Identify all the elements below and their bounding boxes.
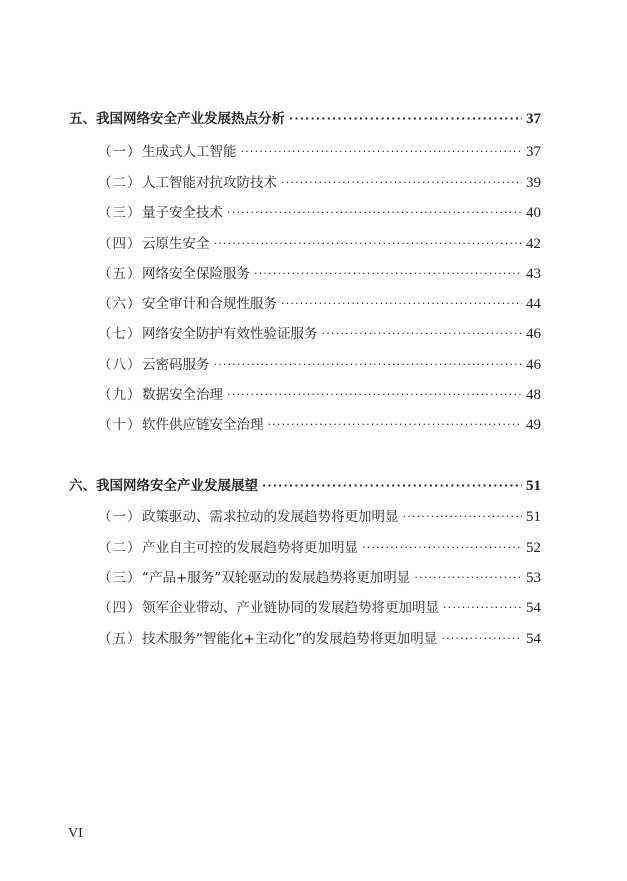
toc-item[interactable] bbox=[98, 383, 541, 404]
toc-item-title: 网络安全防护有效性验证服务 bbox=[142, 326, 318, 342]
dot-leader bbox=[241, 144, 523, 158]
toc-page-number: 52 bbox=[526, 540, 541, 556]
toc-item-number: （一） bbox=[98, 509, 142, 525]
toc-item[interactable] bbox=[98, 262, 541, 283]
toc-item[interactable] bbox=[98, 232, 541, 253]
toc-item[interactable] bbox=[98, 505, 541, 526]
toc-item[interactable] bbox=[98, 413, 541, 434]
toc-item-number: （六） bbox=[98, 296, 142, 312]
toc-item-title: 云密码服务 bbox=[142, 357, 210, 373]
dot-leader bbox=[443, 600, 522, 614]
toc-page-number: 51 bbox=[526, 478, 541, 494]
toc-page-number: 37 bbox=[526, 144, 541, 160]
toc-item-title: 安全审计和合规性服务 bbox=[142, 296, 277, 312]
dot-leader bbox=[214, 236, 523, 250]
toc-page-number: 51 bbox=[526, 509, 541, 525]
toc-item-number: （四） bbox=[98, 236, 142, 252]
toc-page-number: 43 bbox=[526, 266, 541, 282]
toc-item-number: （三） bbox=[98, 570, 142, 586]
toc-item[interactable] bbox=[98, 536, 541, 557]
toc-item[interactable] bbox=[98, 353, 541, 374]
toc-item-number: （十） bbox=[98, 417, 142, 433]
toc-item-number: （三） bbox=[98, 205, 142, 221]
toc-item-number: （一） bbox=[98, 144, 142, 160]
toc-item-title: 软件供应链安全治理 bbox=[142, 417, 264, 433]
toc-item-title: 人工智能对抗攻防技术 bbox=[142, 175, 277, 191]
toc-item-number: （二） bbox=[98, 540, 142, 556]
toc-item-title: 技术服务“智能化+主动化”的发展趋势将更加明显 bbox=[142, 631, 438, 647]
dot-leader bbox=[362, 540, 522, 554]
dot-leader bbox=[268, 417, 523, 431]
toc-item[interactable] bbox=[98, 201, 541, 222]
dot-leader bbox=[441, 631, 522, 645]
toc-page-number: 53 bbox=[526, 570, 541, 586]
toc-item-number: （九） bbox=[98, 387, 142, 403]
toc-item-number: （五） bbox=[98, 631, 142, 647]
toc-section-title: 五、我国网络安全产业发展热点分析 bbox=[69, 111, 285, 127]
page-footer-number: VI bbox=[68, 826, 83, 841]
toc-item[interactable] bbox=[98, 596, 541, 617]
dot-leader bbox=[214, 357, 523, 371]
toc-item-title: 政策驱动、需求拉动的发展趋势将更加明显 bbox=[142, 509, 399, 525]
toc-section-6[interactable] bbox=[69, 474, 541, 495]
toc-page-number: 39 bbox=[526, 175, 541, 191]
toc-item[interactable] bbox=[98, 627, 541, 648]
dot-leader bbox=[254, 266, 522, 280]
dot-leader bbox=[289, 111, 522, 125]
toc-item-title: 量子安全技术 bbox=[142, 205, 223, 221]
toc-page-number: 49 bbox=[526, 417, 541, 433]
toc-page-number: 44 bbox=[526, 296, 541, 312]
dot-leader bbox=[414, 570, 522, 584]
toc-page-number: 37 bbox=[526, 111, 541, 127]
toc-item-title: 产业自主可控的发展趋势将更加明显 bbox=[142, 540, 358, 556]
dot-leader bbox=[322, 326, 523, 340]
toc-page-number: 42 bbox=[526, 236, 541, 252]
toc-section-title: 六、我国网络安全产业发展展望 bbox=[69, 478, 258, 494]
toc-page-number: 46 bbox=[526, 326, 541, 342]
dot-leader bbox=[281, 296, 522, 310]
toc-page-number: 46 bbox=[526, 357, 541, 373]
toc-item-title: 数据安全治理 bbox=[142, 387, 223, 403]
toc-item[interactable] bbox=[98, 292, 541, 313]
toc-item-title: “产品+服务”双轮驱动的发展趋势将更加明显 bbox=[142, 570, 411, 586]
dot-leader bbox=[227, 205, 522, 219]
toc-section-5[interactable] bbox=[69, 107, 541, 128]
toc-page-number: 48 bbox=[526, 387, 541, 403]
toc-item-number: （八） bbox=[98, 357, 142, 373]
dot-leader bbox=[262, 478, 522, 492]
toc-item-title: 生成式人工智能 bbox=[142, 144, 237, 160]
dot-leader bbox=[403, 509, 523, 523]
toc-item-number: （二） bbox=[98, 175, 142, 191]
toc-page-number: 54 bbox=[526, 600, 541, 616]
toc-item[interactable] bbox=[98, 322, 541, 343]
toc-item-number: （四） bbox=[98, 600, 142, 616]
toc-item[interactable] bbox=[98, 140, 541, 161]
toc-page-number: 40 bbox=[526, 205, 541, 221]
dot-leader bbox=[281, 175, 522, 189]
toc-item[interactable] bbox=[98, 566, 541, 587]
toc-item-title: 领军企业带动、产业链协同的发展趋势将更加明显 bbox=[142, 600, 439, 616]
toc-page-number: 54 bbox=[526, 631, 541, 647]
dot-leader bbox=[227, 387, 522, 401]
toc-item[interactable] bbox=[98, 171, 541, 192]
toc-item-title: 网络安全保险服务 bbox=[142, 266, 250, 282]
toc-item-title: 云原生安全 bbox=[142, 236, 210, 252]
toc-item-number: （五） bbox=[98, 266, 142, 282]
toc-item-number: （七） bbox=[98, 326, 142, 342]
